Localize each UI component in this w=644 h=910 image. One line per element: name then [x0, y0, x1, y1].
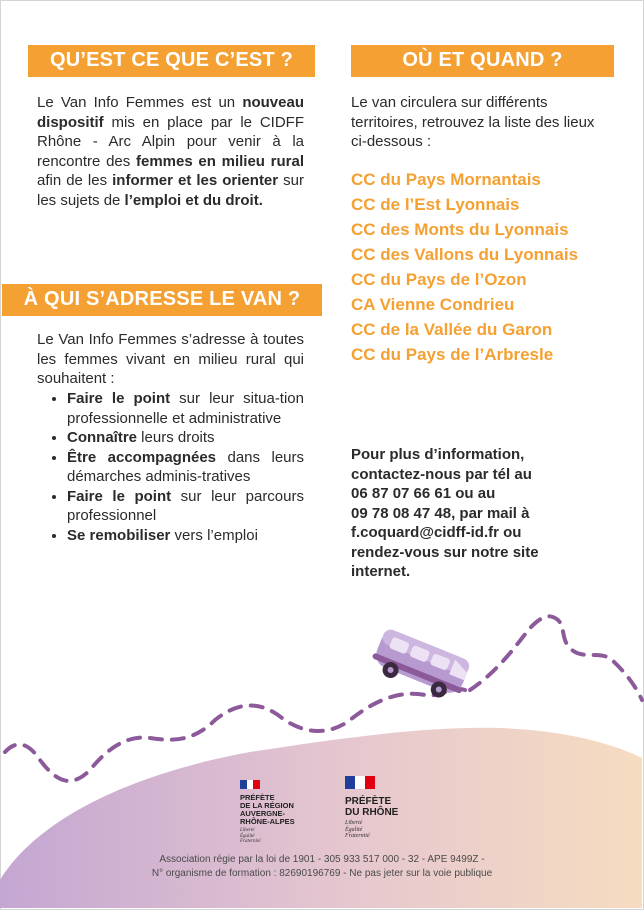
- audience-intro: Le Van Info Femmes s’adresse à toutes les femmes vivant en milieu rural qui souhaitent :: [37, 331, 304, 387]
- logo-rhone-line: DU RHÔNE: [345, 807, 399, 818]
- bullet-bold: Connaître: [67, 429, 138, 446]
- republique-francaise-flag-icon: [240, 780, 260, 789]
- place-item: CC des Vallons du Lyonnais: [351, 245, 579, 264]
- bullet-item: [67, 428, 304, 448]
- description-bold-2: femmes en milieu rural: [135, 152, 305, 170]
- bullet-item: [67, 448, 304, 487]
- motto-line: Liberté: [345, 820, 363, 826]
- description-bold-1: nouveau dispositif: [37, 94, 304, 131]
- contact-line: contactez-nous par tél au: [351, 465, 532, 483]
- places-list: [351, 167, 578, 367]
- prefecture-region-logo: [240, 776, 295, 845]
- description-text-3: afin de les: [37, 172, 113, 189]
- bullet-text: dans leurs démarches adminis-tratives: [67, 448, 304, 485]
- description-bold-3: informer et les orienter: [112, 172, 279, 189]
- bullet-item: [67, 389, 304, 428]
- motto-line: Fraternité: [240, 839, 261, 844]
- section-title-who: [2, 284, 322, 316]
- motto-line: Liberté: [240, 828, 255, 833]
- bullet-bold: Être accompagnées: [67, 448, 217, 466]
- section-title-who-text: À QUI S’ADRESSE LE VAN ?: [23, 288, 301, 310]
- description-text-1: Le Van Info Femmes est un: [37, 94, 243, 111]
- bullet-text: sur leur situa-tion professionnelle et administrative: [67, 390, 304, 427]
- description-paragraph: [37, 93, 304, 210]
- motto-line: Fraternité: [345, 833, 370, 839]
- motto-line: Égalité: [345, 826, 363, 833]
- section-title-what: [28, 45, 315, 77]
- place-item: CC du Pays Mornantais: [351, 170, 541, 189]
- logo-region-line: PRÉFÈTE: [240, 793, 275, 802]
- prefecture-rhone-logo: [345, 776, 398, 840]
- contact-email: f.coquard@cidff-id.fr ou: [351, 524, 522, 541]
- where-intro: Le van circulera sur différents territoires, retrouvez la liste des lieux ci-dessous :: [351, 94, 595, 150]
- place-item: CC du Pays de l’Ozon: [351, 270, 527, 289]
- motto-line: Égalité: [240, 833, 255, 839]
- place-item: CC de la Vallée du Garon: [351, 320, 553, 339]
- place-item: CC de l’Est Lyonnais: [351, 195, 520, 214]
- bullet-text: leurs droits: [137, 429, 215, 446]
- dashed-route-right: [470, 616, 642, 700]
- contact-block: [351, 445, 621, 582]
- bullet-item: [67, 487, 304, 526]
- logo-rhone-line: PRÉFÈTE: [345, 796, 392, 807]
- bullet-bold: Se remobiliser: [67, 526, 171, 544]
- audience-bullet-list: [37, 389, 304, 545]
- contact-line: Pour plus d’information,: [351, 446, 525, 463]
- footer-line: N° organisme de formation : 82690196769 - Ne pas jeter sur la voie publique: [151, 868, 493, 879]
- description-text-4: sur les sujets de: [37, 172, 304, 209]
- footer-line: Association régie par la loi de 1901 - 305 933 517 000 - 32 - APE 9499Z -: [159, 854, 485, 865]
- contact-phone-1: 06 87 07 66 61 ou au: [351, 485, 496, 502]
- description-text-2: mis en place par le CIDFF Rhône - Arc Alpin pour venir à la rencontre des: [37, 113, 304, 170]
- place-item: CC des Monts du Lyonnais: [351, 220, 569, 239]
- legal-footer: [60, 853, 584, 881]
- logo-region-line: DE LA RÉGION: [240, 801, 294, 810]
- logo-motto: [345, 820, 398, 840]
- logo-motto: [240, 828, 295, 845]
- place-item: CA Vienne Condrieu: [351, 295, 515, 314]
- section-title-where-text: OÙ ET QUAND ?: [402, 49, 563, 71]
- logo-region-line: RHÔNE-ALPES: [240, 817, 295, 826]
- bullet-text: vers l’emploi: [170, 526, 258, 544]
- contact-line: internet.: [351, 563, 411, 580]
- logo-region-line: AUVERGNE-: [240, 809, 286, 818]
- section-title-where: [351, 45, 614, 77]
- contact-line: rendez-vous sur notre site: [351, 543, 539, 561]
- place-item: CC du Pays de l’Arbresle: [351, 345, 554, 364]
- description-bold-4: l’emploi et du droit.: [124, 191, 263, 209]
- bullet-item: [67, 526, 304, 546]
- bullet-bold: Faire le point: [67, 487, 172, 505]
- contact-phone-2: 09 78 08 47 48, par mail à: [351, 504, 530, 522]
- republique-francaise-flag-icon: [345, 776, 375, 789]
- section-title-what-text: QU’EST CE QUE C’EST ?: [49, 49, 294, 71]
- bullet-bold: Faire le point: [67, 390, 171, 407]
- bullet-text: sur leur parcours professionnel: [67, 487, 304, 524]
